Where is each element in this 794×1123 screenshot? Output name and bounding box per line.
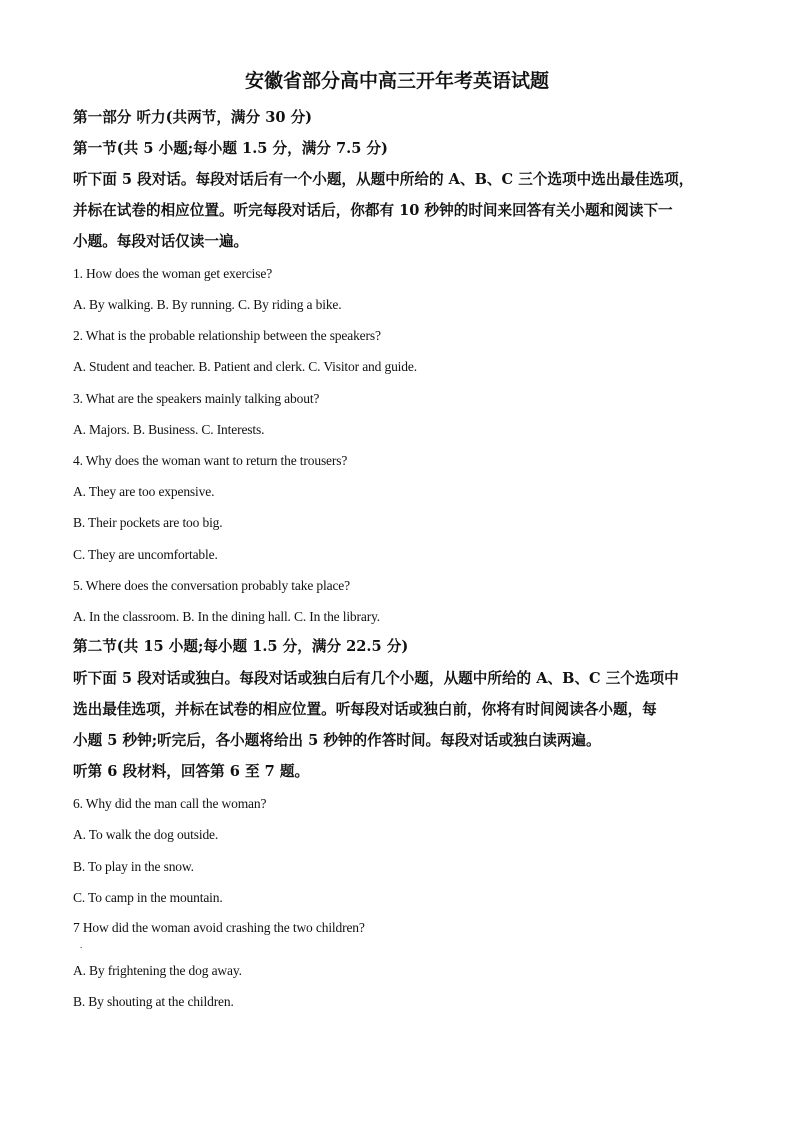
stray-mark: . (80, 940, 83, 950)
section1-heading: 第一节(共 5 小题;每小题 1.5 分，满分 7.5 分) (73, 140, 388, 157)
question-6-option-c: C. To camp in the mountain. (73, 890, 223, 905)
question-7-option-b: B. By shouting at the children. (73, 994, 234, 1009)
section2-instructions-line-1: 听下面 5 段对话或独白。每段对话或独白后有几个小题，从题中所给的 A、B、C 三个选项中 (73, 670, 679, 687)
question-4: 4. Why does the woman want to return the trousers? (73, 453, 348, 468)
question-5: 5. Where does the conversation probably take place? (73, 578, 350, 593)
section1-instructions-line-3: 小题。每段对话仅读一遍。 (73, 233, 249, 250)
section2-instructions-line-2: 选出最佳选项，并标在试卷的相应位置。听每段对话或独白前，你将有时间阅读各小题，每 (73, 701, 657, 718)
question-7-option-a: A. By frightening the dog away. (73, 963, 242, 978)
question-3-options: A. Majors. B. Business. C. Interests. (73, 422, 265, 437)
part1-heading: 第一部分 听力(共两节，满分 30 分) (73, 109, 313, 126)
section2-instructions-line-3: 小题 5 秒钟;听完后，各小题将给出 5 秒钟的作答时间。每段对话或独白读两遍。 (73, 732, 601, 749)
question-1: 1. How does the woman get exercise? (73, 266, 273, 281)
question-1-options: A. By walking. B. By running. C. By riding a bike. (73, 297, 342, 312)
question-2: 2. What is the probable relationship between the speakers? (73, 328, 381, 343)
question-6-option-a: A. To walk the dog outside. (73, 827, 219, 842)
question-6: 6. Why did the man call the woman? (73, 796, 267, 811)
question-3: 3. What are the speakers mainly talking about? (73, 391, 320, 406)
question-2-options: A. Student and teacher. B. Patient and clerk. C. Visitor and guide. (73, 359, 417, 374)
question-6-option-b: B. To play in the snow. (73, 859, 194, 874)
page-title: 安徽省部分高中高三开年考英语试题 (244, 70, 549, 92)
material-6-heading: 听第 6 段材料，回答第 6 至 7 题。 (73, 763, 310, 780)
section1-instructions-line-2: 并标在试卷的相应位置。听完每段对话后，你都有 10 秒钟的时间来回答有关小题和阅读下一 (73, 202, 673, 219)
question-4-option-a: A. They are too expensive. (73, 484, 215, 499)
question-5-options: A. In the classroom. B. In the dining hall. C. In the library. (73, 609, 381, 624)
question-7: 7 How did the woman avoid crashing the two children? (73, 920, 365, 935)
question-4-option-c: C. They are uncomfortable. (73, 547, 218, 562)
section2-heading: 第二节(共 15 小题;每小题 1.5 分，满分 22.5 分) (73, 638, 409, 655)
question-4-option-b: B. Their pockets are too big. (73, 515, 223, 530)
section1-instructions-line-1: 听下面 5 段对话。每段对话后有一个小题，从题中所给的 A、B、C 三个选项中选出最佳选项， (73, 171, 694, 188)
